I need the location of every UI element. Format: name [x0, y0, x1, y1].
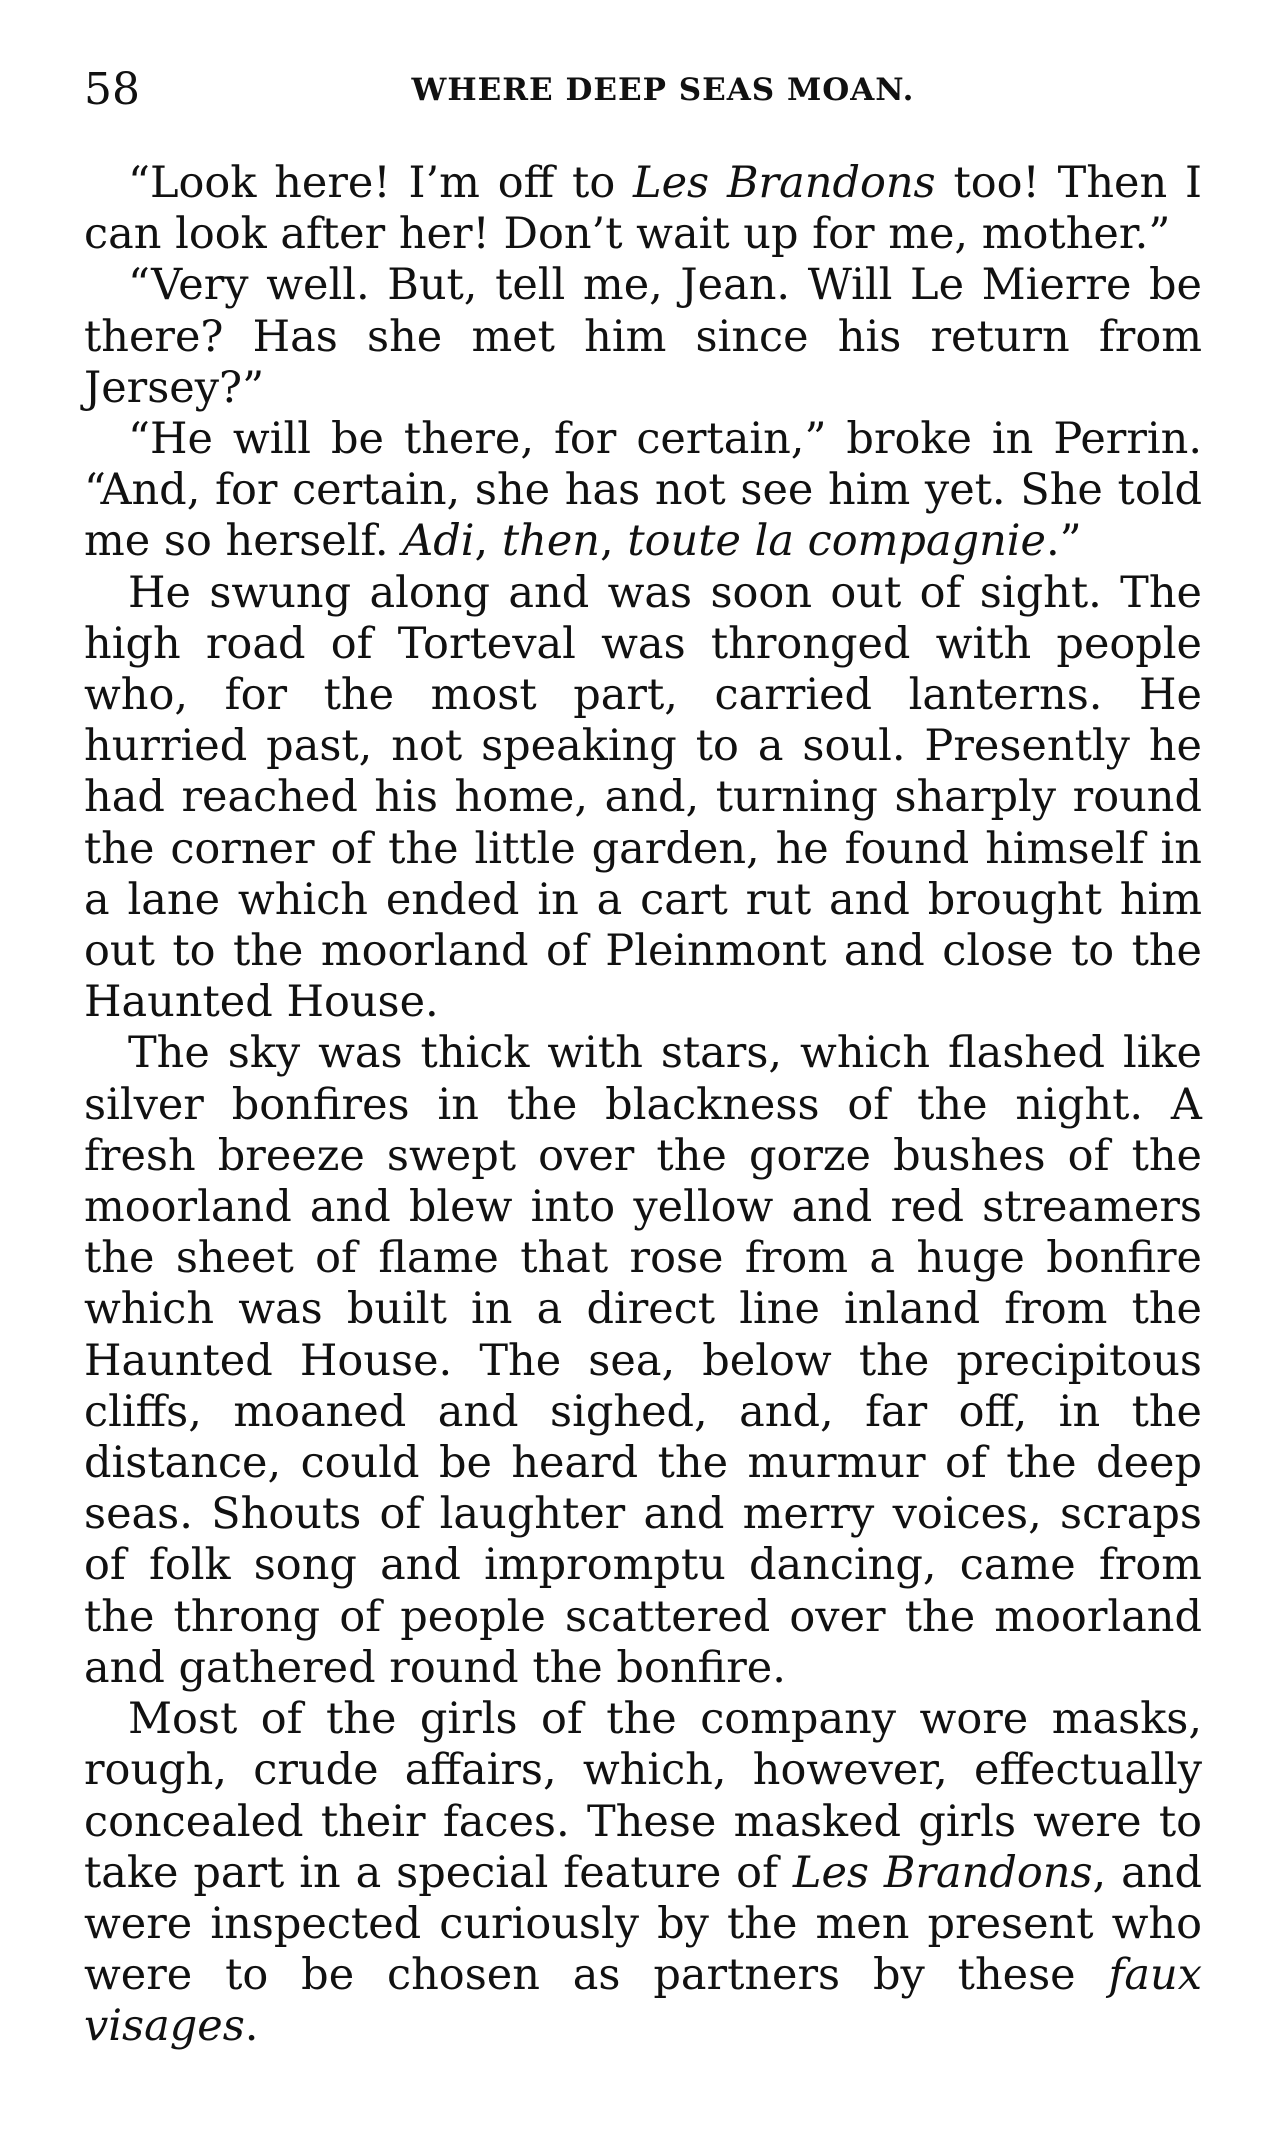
- italic-phrase: Les Brandons: [633, 158, 936, 208]
- book-page: [84, 60, 1202, 2053]
- italic-phrase: faux visages: [84, 1950, 1202, 2052]
- body-text: [84, 158, 1202, 2053]
- italic-phrase: then: [501, 516, 601, 567]
- italic-phrase: Adi: [402, 516, 475, 567]
- paragraph-3: “He will be there, for certain,” broke in Perrin. “And, for certain, she has not see him yet. She told me so herself. Adi, then, toute la compagnie.”: [84, 414, 1202, 567]
- italic-phrase: Les Brandons: [792, 1847, 1093, 1898]
- paragraph-6: Most of the girls of the company wore masks, rough, crude affairs, which, however, effectually concealed their faces. These masked girls were to take part in a special feature of Les Brandons, and were inspected curiously by the men present who were to be chosen as partners by these faux visages.: [84, 1694, 1202, 2052]
- running-title: WHERE DEEP SEAS MOAN.: [411, 72, 915, 108]
- paragraph-2: “Very well. But, tell me, Jean. Will Le Mierre be there? Has she met him since his return from Jersey?”: [84, 260, 1202, 413]
- paragraph-4: He swung along and was soon out of sight. The high road of Torteval was thronged with people who, for the most part, carried lanterns. He hurried past, not speaking to a soul. Presently he had reached his home, and, turning sharply round the corner of the little garden, he found himself in a lane which ended in a cart rut and brought him out to the moorland of Pleinmont and close to the Haunted House.: [84, 567, 1202, 1028]
- paragraph-1: “Look here! I’m off to Les Brandons too! Then I can look after her! Don’t wait up for me, mother.”: [84, 158, 1202, 260]
- page-header: [84, 60, 1202, 120]
- page-number: 58: [84, 64, 140, 115]
- italic-phrase: toute la compagnie: [627, 516, 1047, 567]
- paragraph-5: The sky was thick with stars, which flashed like silver bonfires in the blackness of the night. A fresh breeze swept over the gorze bushes of the moorland and blew into yellow and red streamers the sheet of flame that rose from a huge bonfire which was built in a direct line inland from the Haunted House. The sea, below the precipitous cliffs, moaned and sighed, and, far off, in the distance, could be heard the murmur of the deep seas. Shouts of laughter and merry voices, scraps of folk song and impromptu dancing, came from the throng of people scattered over the moorland and gathered round the bonfire.: [84, 1028, 1202, 1693]
